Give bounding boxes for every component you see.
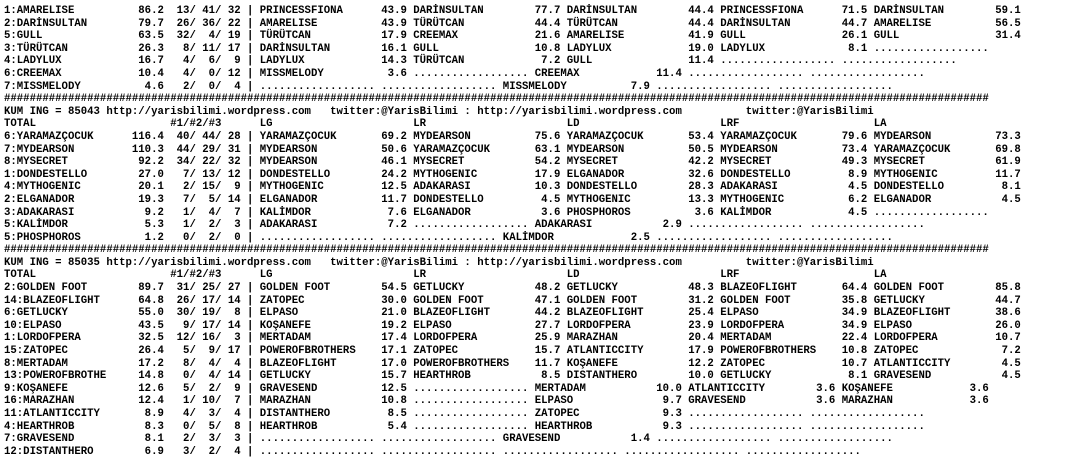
text-line: 4:MYTHOGENIC 20.1 2/ 15/ 9 | MYTHOGENIC 12.5 ADAKARASI 10.3 DONDESTELLO 28.3 ADAKARASI 4.5 DONDESTELLO 8.1 [4,181,1021,194]
text-line: 11:ATLANTICCITY 8.9 4/ 3/ 4 | DISTANTHERO 8.5 .................. ZATOPEC 9.3 .................. .................. [4,408,925,420]
text-line: 4:HEARTHROB 8.3 0/ 5/ 8 | HEARTHROB 5.4 .................. HEARTHROB 9.3 .................. .................. [4,420,925,433]
text-line: 1:AMARELISE 86.2 13/ 41/ 32 | PRINCESSFIONA 43.9 DARİNSULTAN 77.7 DARİNSULTAN 44.4 PRINCESSFIONA 71.5 DARİNSULTAN 59.1 [4,5,1021,17]
text-line: TOTAL #1/#2/#3 LG LR LD LRF LA [4,269,887,282]
text-line: 13:POWEROFBROTHE 14.8 0/ 4/ 14 | GETLUCKY 15.7 HEARTHROB 8.5 DISTANTHERO 10.0 GETLUCKY 8.1 GRAVESEND 4.5 [4,370,1021,383]
text-line: 6:CREEMAX 10.4 4/ 0/ 12 | MISSMELODY 3.6 .................. CREEMAX 11.4 .................. .................. [4,67,925,80]
text-line: 16:MARAZHAN 12.4 1/ 10/ 7 | MARAZHAN 10.8 .................. ELPASO 9.7 GRAVESEND 3.6 MARAZHAN 3.6 [4,395,989,408]
text-line: 8:MYSECRET 92.2 34/ 22/ 32 | MYDEARSON 46.1 MYSECRET 54.2 MYSECRET 42.2 MYSECRET 49.3 MYSECRET 61.9 [4,156,1021,169]
text-line: 8:MERTADAM 17.2 8/ 4/ 4 | BLAZEOFLIGHT 17.0 POWEROFBROTHERS 11.7 KOŞANEFE 12.2 ZATOPEC 10.7 ATLANTICCITY 4.5 [4,357,1021,370]
separator-line: ########################################################################################################################################################## [4,93,989,106]
text-line: 1:DONDESTELLO 27.0 7/ 13/ 12 | DONDESTELLO 24.2 MYTHOGENIC 17.9 ELGANADOR 32.6 DONDESTELLO 8.9 MYTHOGENIC 11.7 [4,168,1021,181]
text-line: 10:ELPASO 43.5 9/ 17/ 14 | KOŞANEFE 19.2 ELPASO 27.7 LORDOFPERA 23.9 LORDOFPERA 34.9 ELPASO 26.0 [4,319,1021,332]
text-line: 4:LADYLUX 16.7 4/ 6/ 9 | LADYLUX 14.3 TÜRÜTCAN 7.2 GULL 11.4 .................. .................. [4,55,957,68]
text-line: 6:GETLUCKY 55.0 30/ 19/ 8 | ELPASO 21.0 BLAZEOFLIGHT 44.2 BLAZEOFLIGHT 25.4 ELPASO 34.9 BLAZEOFLIGHT 38.6 [4,307,1021,320]
text-line: 9:KOŞANEFE 12.6 5/ 2/ 9 | GRAVESEND 12.5 .................. MERTADAM 10.0 ATLANTICCITY 3.6 KOŞANEFE 3.6 [4,382,989,395]
text-line: 2:GOLDEN FOOT 89.7 31/ 25/ 27 | GOLDEN FOOT 54.5 GETLUCKY 48.2 GETLUCKY 48.3 BLAZEOFLIGHT 64.4 GOLDEN FOOT 85.8 [4,282,1021,295]
results-text-block [4,5,1077,458]
text-line: 3:ADAKARASI 9.2 1/ 4/ 7 | KALİMDOR 7.6 ELGANADOR 3.6 PHOSPHOROS 3.6 KALİMDOR 4.5 .................. [4,206,989,219]
text-line: 5:KALİMDOR 5.3 1/ 2/ 3 | ADAKARASI 7.2 .................. ADAKARASI 2.9 .................. .................. [4,219,925,232]
text-line: 2:DARİNSULTAN 79.7 26/ 36/ 22 | AMARELISE 43.9 TÜRÜTCAN 44.4 TÜRÜTCAN 44.4 DARİNSULTAN 44.7 AMARELISE 56.5 [4,17,1021,30]
text-line: TOTAL #1/#2/#3 LG LR LD LRF LA [4,118,887,131]
text-line: 14:BLAZEOFLIGHT 64.8 26/ 17/ 14 | ZATOPEC 30.0 GOLDEN FOOT 47.1 GOLDEN FOOT 31.2 GOLDEN FOOT 35.8 GETLUCKY 44.7 [4,294,1021,307]
text-line: 7:MISSMELODY 4.6 2/ 0/ 4 | .................. .................. MISSMELODY 7.9 .................. .................. [4,80,893,93]
text-line: 15:ZATOPEC 26.4 5/ 9/ 17 | POWEROFBROTHERS 17.1 ZATOPEC 15.7 ATLANTICCITY 17.9 POWEROFBROTHERS 10.8 ZATOPEC 7.2 [4,345,1021,358]
text-line: 5:GULL 63.5 32/ 4/ 19 | TÜRÜTCAN 17.9 CREEMAX 21.6 AMARELISE 41.9 GULL 26.1 GULL 31.4 [4,30,1021,43]
text-line: 12:DISTANTHERO 6.9 3/ 2/ 4 | .................. .................. .................. .................. .................. [4,445,861,458]
text-line: 3:TÜRÜTCAN 26.3 8/ 11/ 17 | DARİNSULTAN 16.1 GULL 10.8 LADYLUX 19.0 LADYLUX 8.1 .................. [4,42,989,55]
text-line: 7:GRAVESEND 8.1 2/ 3/ 3 | .................. .................. GRAVESEND 1.4 .................. .................. [4,433,893,446]
text-line: KUM ING = 85035 http://yarisbilimi.wordpress.com twitter:@YarisBilimi : http://yarisbilimi.wordpress.com twitter:@YarisBilimi [4,256,874,269]
text-line: 1:LORDOFPERA 32.5 12/ 16/ 3 | MERTADAM 17.4 LORDOFPERA 25.9 MARAZHAN 20.4 MERTADAM 22.4 LORDOFPERA 10.7 [4,332,1021,345]
text-line: 5:PHOSPHOROS 1.2 0/ 2/ 0 | .................. .................. KALİMDOR 2.5 .................. .................. [4,231,893,244]
separator-line: ########################################################################################################################################################## [4,244,989,257]
text-line: KUM ING = 85043 http://yarisbilimi.wordpress.com twitter:@YarisBilimi : http://yarisbilimi.wordpress.com twitter:@YarisBilimi [4,105,874,118]
text-line: 2:ELGANADOR 19.3 7/ 5/ 14 | ELGANADOR 11.7 DONDESTELLO 4.5 MYTHOGENIC 13.3 MYTHOGENIC 6.2 ELGANADOR 4.5 [4,193,1021,206]
text-line: 7:MYDEARSON 110.3 44/ 29/ 31 | MYDEARSON 50.6 YARAMAZÇOCUK 63.1 MYDEARSON 50.5 MYDEARSON 73.4 YARAMAZÇOCUK 69.8 [4,143,1021,156]
text-line: 6:YARAMAZÇOCUK 116.4 40/ 44/ 28 | YARAMAZÇOCUK 69.2 MYDEARSON 75.6 YARAMAZÇOCUK 53.4 YARAMAZÇOCUK 79.6 MYDEARSON 73.3 [4,130,1021,143]
